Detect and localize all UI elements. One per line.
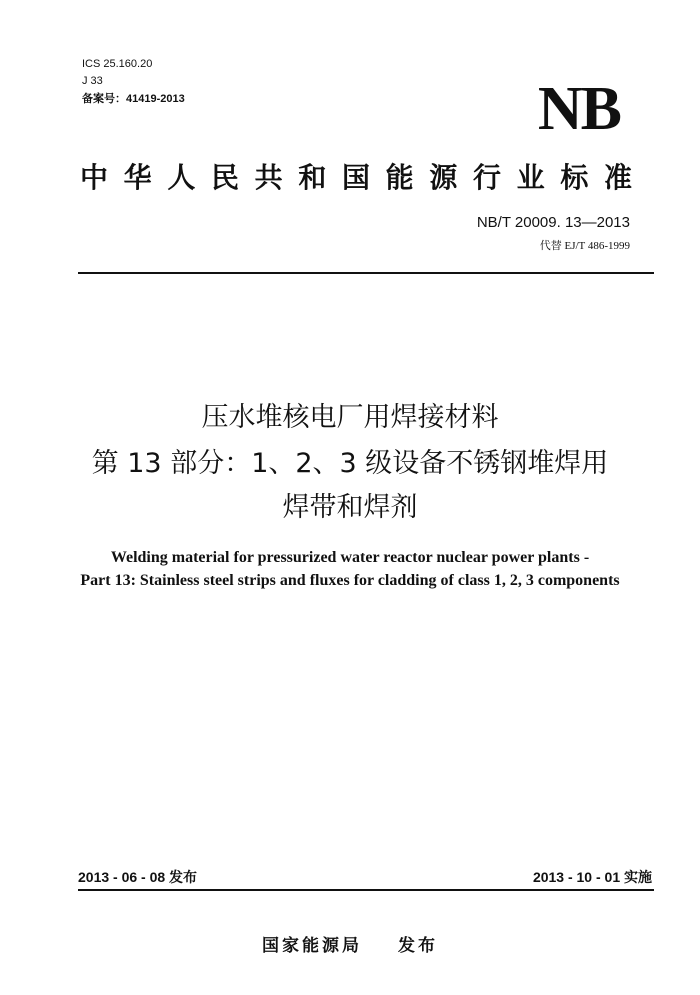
chinese-title-line-1: 压水堆核电厂用焊接材料 [201,402,499,433]
english-title-line-2: Part 13: Stainless steel strips and fluxes for cladding of class 1, 2, 3 components [80,572,620,589]
english-title-line-1: Welding material for pressurized water reactor nuclear power plants - [110,549,590,566]
ics-code: ICS 25.160.20 [82,58,153,70]
chinese-title-line-2: 第 13 部分：1、2、3 级设备不锈钢堆焊用 [91,448,609,479]
replaces-standard: 代替 EJ/T 486-1999 [539,240,630,252]
publisher [0,931,700,956]
standard-name: 中华人民共和国能源行业标准 [80,161,640,194]
footer-divider [78,889,654,891]
record-number: 备案号：41419-2013 [82,93,185,105]
issue-date: 2013 - 06 - 08 发布 [78,869,198,885]
j-code: J 33 [82,75,103,87]
nb-logo: NB [537,75,620,143]
publisher-name: 国家能源局 [262,936,362,956]
chinese-title-line-3: 焊带和焊剂 [282,492,418,523]
implementation-date: 2013 - 10 - 01 实施 [532,869,652,885]
standard-code: NB/T 20009. 13—2013 [476,214,630,231]
publisher-action: 发布 [398,936,438,956]
header-divider [78,272,654,274]
